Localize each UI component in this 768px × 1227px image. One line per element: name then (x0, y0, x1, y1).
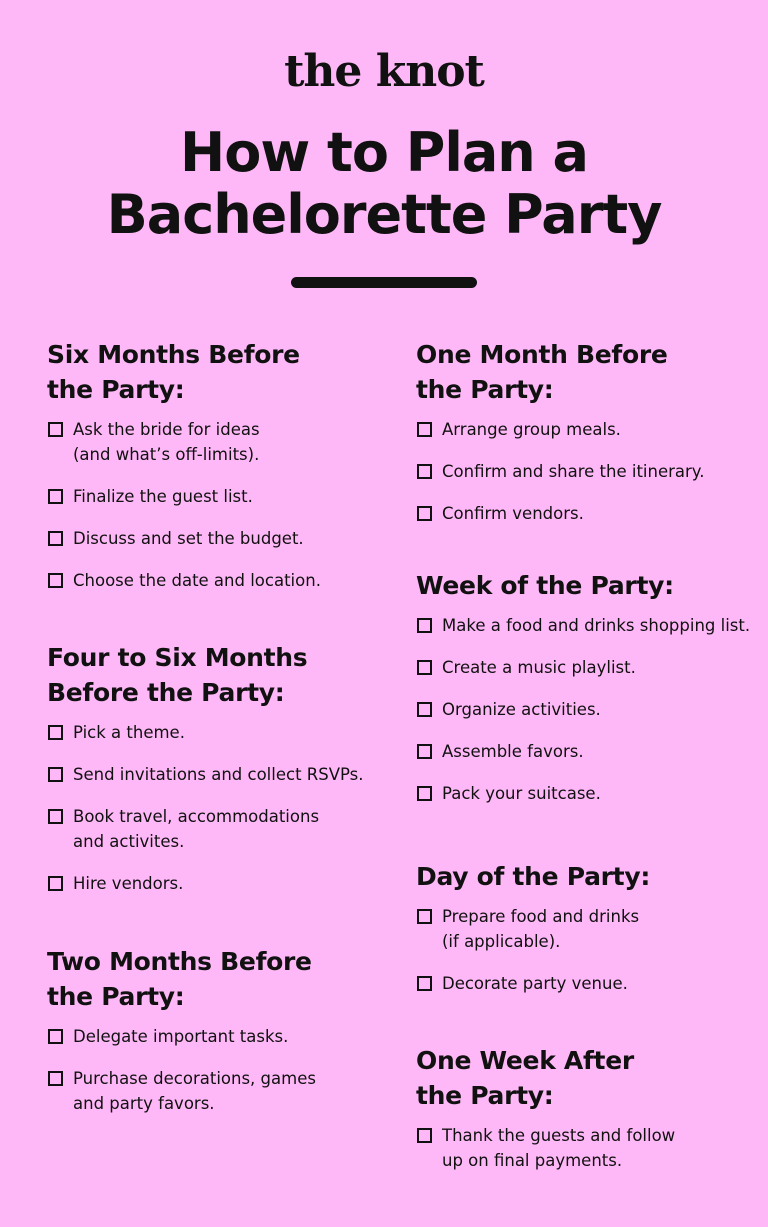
checklist-item: Delegate important tasks. (47, 1024, 397, 1049)
checkbox-icon (48, 1029, 63, 1044)
checklist-item: Choose the date and location. (47, 568, 397, 593)
checklist-item: Make a food and drinks shopping list. (416, 613, 766, 638)
checklist-item: Hire vendors. (47, 871, 397, 896)
checklist-item: Decorate party venue. (416, 971, 766, 996)
checkbox-icon (48, 531, 63, 546)
section-six-months-before (47, 337, 397, 610)
checkbox-icon (417, 1128, 432, 1143)
checkbox-icon (417, 786, 432, 801)
section-heading: One Week After the Party: (416, 1046, 634, 1110)
checkbox-icon (48, 573, 63, 588)
checklist-item: Confirm and share the itinerary. (416, 459, 766, 484)
section-one-month-before (416, 337, 766, 543)
checkbox-icon (417, 702, 432, 717)
checkbox-icon (417, 618, 432, 633)
section-two-months-before (47, 944, 397, 1133)
checklist-item: Ask the bride for ideas (and what’s off-limits). (47, 417, 397, 467)
checklist-item: Confirm vendors. (416, 501, 766, 526)
checklist-item: Create a music playlist. (416, 655, 766, 680)
checkbox-icon (417, 506, 432, 521)
section-heading: Two Months Before the Party: (47, 947, 312, 1011)
checkbox-icon (417, 464, 432, 479)
checkbox-icon (417, 422, 432, 437)
checkbox-icon (417, 660, 432, 675)
section-one-week-after (416, 1043, 766, 1190)
checklist-item: Discuss and set the budget. (47, 526, 397, 551)
checkbox-icon (417, 909, 432, 924)
section-heading: Four to Six Months Before the Party: (47, 643, 308, 707)
checklist-item: Prepare food and drinks (if applicable). (416, 904, 766, 954)
checkbox-icon (48, 725, 63, 740)
checklist-item: Arrange group meals. (416, 417, 766, 442)
section-heading: Week of the Party: (416, 571, 674, 600)
checkbox-icon (48, 489, 63, 504)
checklist-item: Assemble favors. (416, 739, 766, 764)
section-heading: Six Months Before the Party: (47, 340, 300, 404)
checklist-item: Book travel, accommodations and activites. (47, 804, 397, 854)
title-line-2: Bachelorette Party (106, 183, 662, 246)
the-knot-logo: the knot (284, 46, 484, 97)
checkbox-icon (417, 744, 432, 759)
checklist-item: Purchase decorations, games and party favors. (47, 1066, 397, 1116)
checklist-item: Pick a theme. (47, 720, 397, 745)
section-week-of-party (416, 568, 766, 823)
checklist-item: Pack your suitcase. (416, 781, 766, 806)
section-heading: Day of the Party: (416, 862, 651, 891)
checklist-item: Send invitations and collect RSVPs. (47, 762, 397, 787)
section-four-to-six-months (47, 640, 397, 913)
checklist-item: Thank the guests and follow up on final payments. (416, 1123, 766, 1173)
checkbox-icon (48, 809, 63, 824)
checkbox-icon (48, 767, 63, 782)
checklist-item: Organize activities. (416, 697, 766, 722)
title-divider (291, 277, 477, 288)
checklist-item: Finalize the guest list. (47, 484, 397, 509)
checkbox-icon (48, 876, 63, 891)
checkbox-icon (417, 976, 432, 991)
checkbox-icon (48, 1071, 63, 1086)
checkbox-icon (48, 422, 63, 437)
section-day-of-party (416, 859, 766, 1013)
page-title (0, 122, 768, 246)
title-line-1: How to Plan a (180, 121, 588, 184)
section-heading: One Month Before the Party: (416, 340, 668, 404)
